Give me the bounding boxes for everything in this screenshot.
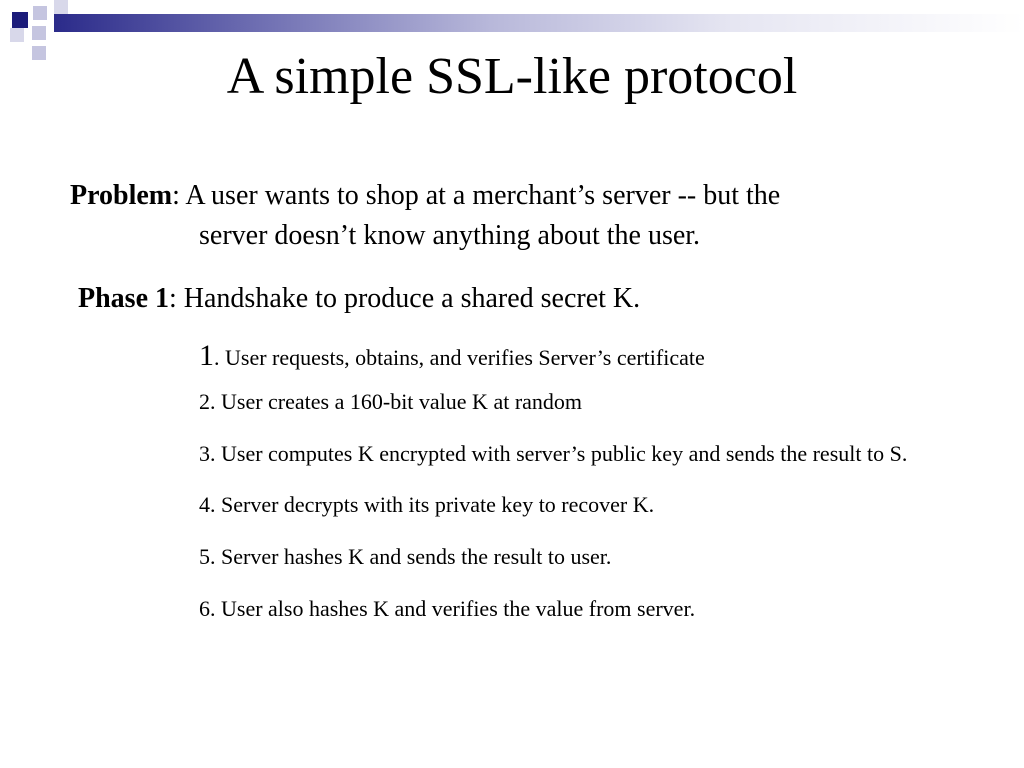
decorative-square xyxy=(32,26,46,40)
handshake-steps xyxy=(199,340,959,625)
step-number: 1 xyxy=(199,339,214,372)
step-number: 3 xyxy=(199,441,210,466)
step-number: 2 xyxy=(199,389,210,414)
step-text: . User also hashes K and verifies the value from server. xyxy=(210,596,696,621)
step-item xyxy=(199,593,959,625)
step-text: . Server hashes K and sends the result to user. xyxy=(210,544,612,569)
step-text: . User creates a 160-bit value K at random xyxy=(210,389,583,414)
step-item xyxy=(199,489,959,521)
problem-line-1: : A user wants to shop at a merchant’s server -- but the xyxy=(172,180,781,211)
problem-statement xyxy=(70,176,960,256)
step-item xyxy=(199,340,959,374)
step-number: 4 xyxy=(199,492,210,517)
step-number: 6 xyxy=(199,596,210,621)
step-text: . Server decrypts with its private key to recover K. xyxy=(210,492,655,517)
step-item xyxy=(199,438,959,470)
decorative-square xyxy=(10,28,24,42)
decorative-square xyxy=(54,0,68,14)
problem-label: Problem xyxy=(70,180,173,211)
phase-label: Phase 1 xyxy=(78,283,169,314)
problem-line-2: server doesn’t know anything about the user. xyxy=(199,220,701,251)
decorative-square xyxy=(33,6,47,20)
decorative-square xyxy=(12,12,28,28)
step-text: . User requests, obtains, and verifies Server’s certificate xyxy=(214,345,705,370)
phase-heading xyxy=(78,279,958,319)
step-number: 5 xyxy=(199,544,210,569)
phase-text: : Handshake to produce a shared secret K. xyxy=(169,283,641,314)
step-item xyxy=(199,386,959,418)
step-item xyxy=(199,541,959,573)
step-text: . User computes K encrypted with server’s public key and sends the result to S. xyxy=(210,441,908,466)
gradient-bar xyxy=(54,14,1024,32)
slide-title: A simple SSL-like protocol xyxy=(226,48,798,105)
